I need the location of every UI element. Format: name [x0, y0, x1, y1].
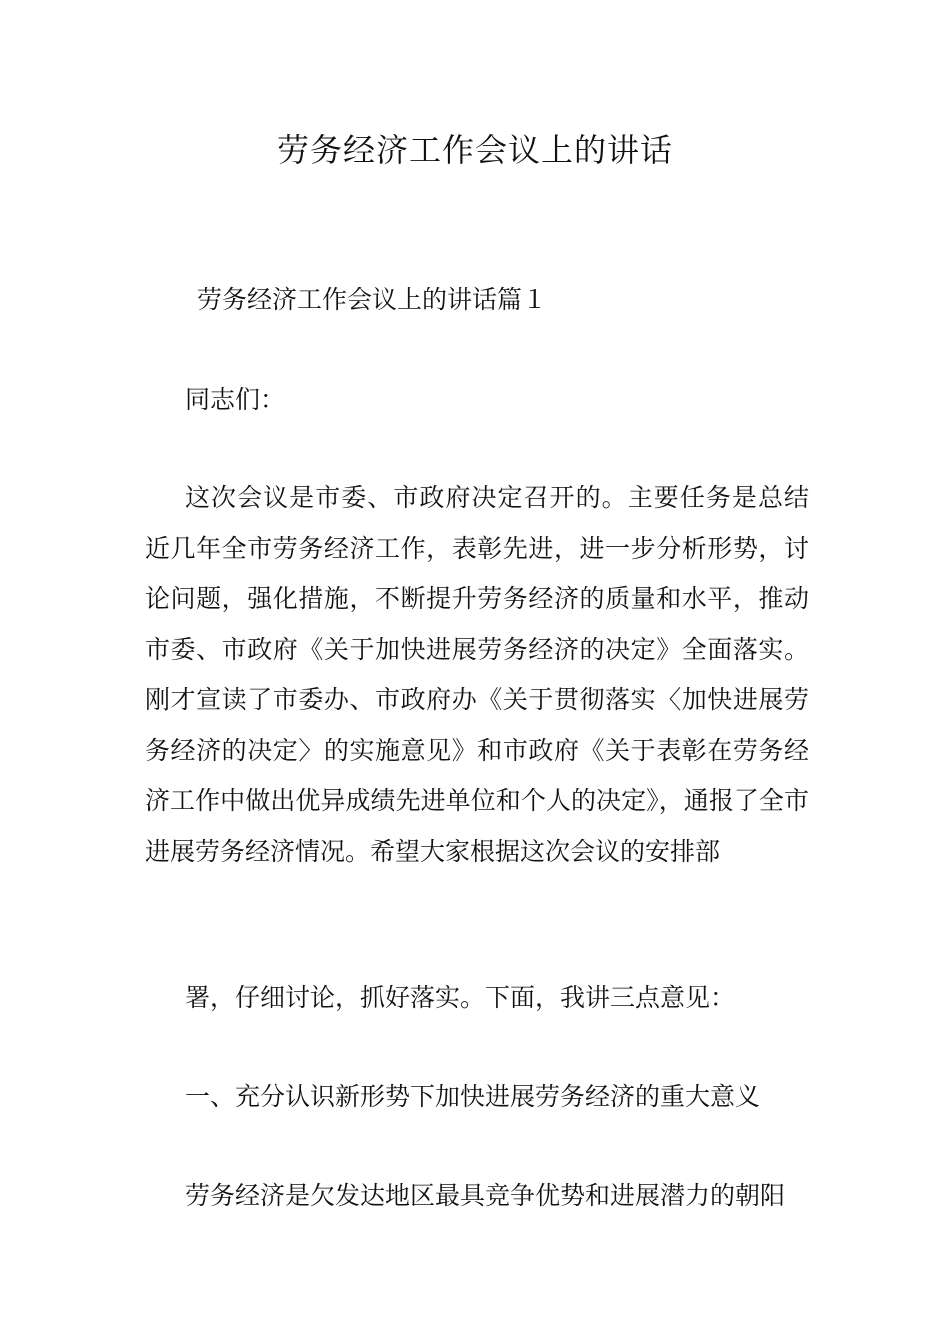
- body-paragraph-1: 这次会议是市委、市政府决定召开的。主要任务是总结近几年全市劳务经济工作，表彰先进，进一步分析形势，讨论问题，强化措施，不断提升劳务经济的质量和水平，推动市委、市政府《关于加快进展劳务经济的决定》全面落实。刚才宣读了市委办、市政府办《关于贯彻落实〈加快进展劳务经济的决定〉的实施意见》和市政府《关于表彰在劳务经济工作中做出优异成绩先进单位和个人的决定》，通报了全市进展劳务经济情况。希望大家根据这次会议的安排部: [145, 483, 809, 866]
- body-paragraph-2: 署，仔细讨论，抓好落实。下面，我讲三点意见：: [185, 983, 736, 1012]
- salutation: 同志们：: [185, 385, 286, 414]
- point-1-heading: 一、充分认识新形势下加快进展劳务经济的重大意义: [185, 1082, 761, 1111]
- document-title: 劳务经济工作会议上的讲话: [276, 131, 673, 169]
- section-heading: 劳务经济工作会议上的讲话篇１: [197, 285, 548, 314]
- body-paragraph-3: 劳务经济是欠发达地区最具竞争优势和进展潜力的朝阳: [185, 1181, 786, 1210]
